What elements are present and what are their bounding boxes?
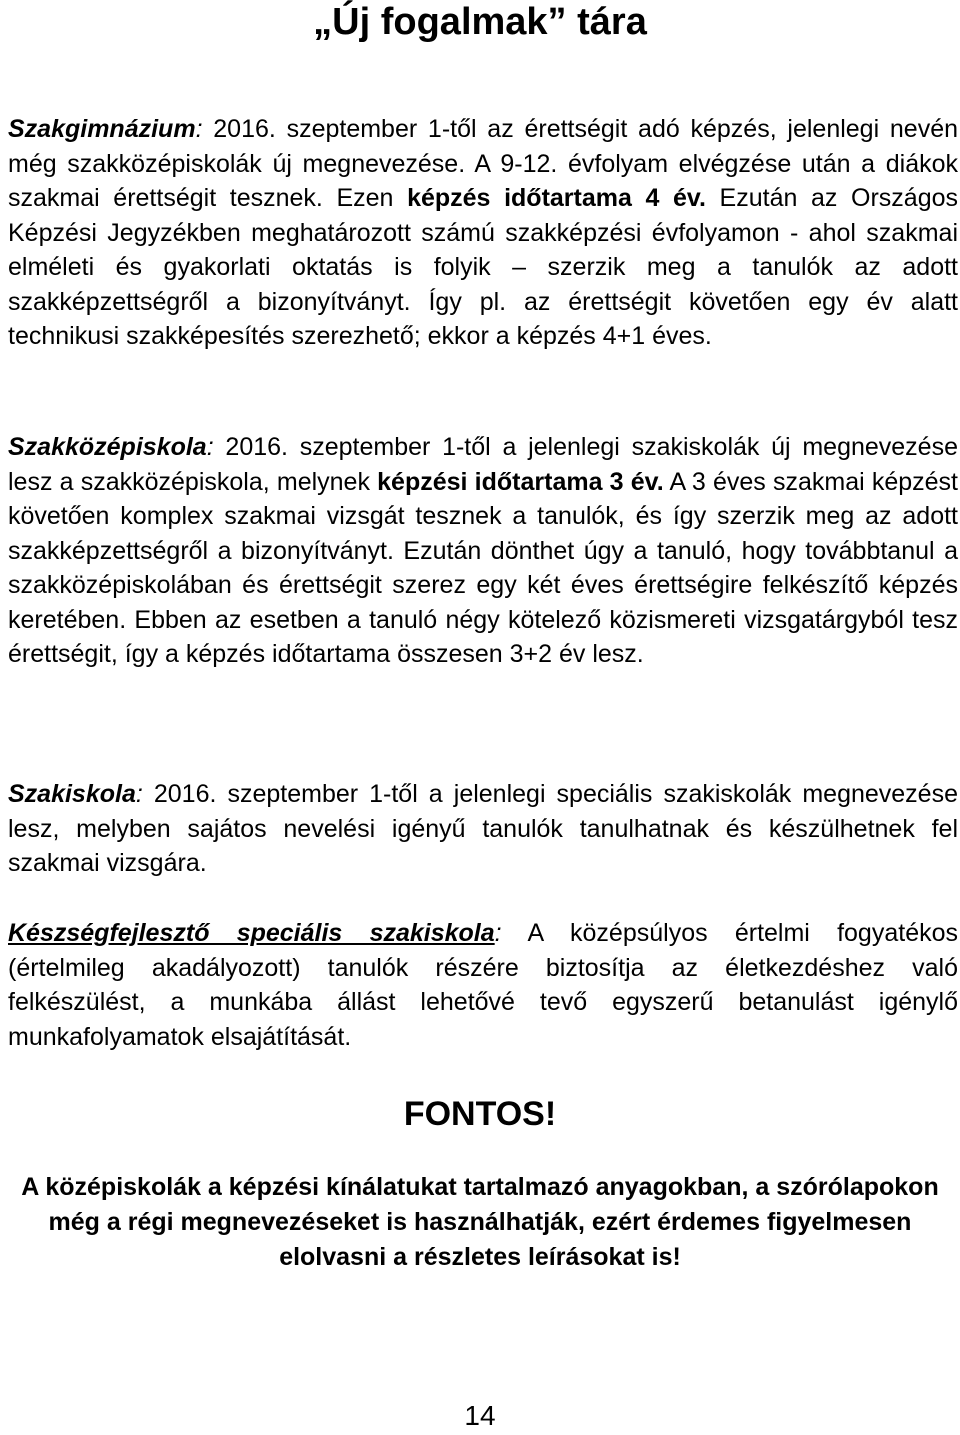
entry-term: Szakiskola [8,780,136,808]
important-heading: FONTOS! [403,1095,557,1133]
entry-text: 2016. szeptember 1-től a jelenlegi speciális szakiskolák megnevezése lesz, melyben sajátos nevelési igényű tanulók tanulhatnak és készülhetnek fel szakmai vizsgára. [8,780,958,877]
entry-text: A középsúlyos értelmi fogyatékos (értelmileg akadályozott) tanulók részére biztosítja az életkezdéshez való felkészülést, a munkába állást lehetővé tevő egyszerű betanulást igénylő munkafolyamatok elsajátítását. [8,919,958,1051]
entry-term-colon: : [206,433,214,461]
entry-text: 2016. szeptember 1-től a jelenlegi szakiskolák új megnevezése lesz a szakközépiskola, melynek [8,433,958,496]
entry-text: 2016. szeptember 1-től az érettségit adó képzés, jelenlegi nevén még szakközépiskolák új megnevezése. A 9-12. évfolyam elvégzése után a diákok szakmai érettségit tesznek. Ezen [8,115,958,212]
entry-highlight: képzési időtartama 3 év. [377,467,664,496]
entry-szakiskola [8,777,958,881]
entry-term: Szakközépiskola [8,433,207,461]
entry-term-colon: : [494,919,502,947]
entry-term: Szakgimnázium [8,115,196,143]
entry-term-colon: : [135,780,143,808]
entry-szakgimnazium [8,112,958,354]
entry-text: Ezután az Országos Képzési Jegyzékben meghatározott számú szakképzési évfolyamon - ahol szakmai elméleti és gyakorlati oktatás is folyik – szerzik meg a tanulók az adott szakképzettségről a bizonyítványt. Így pl. az érettségit követően egy év alatt technikusi szakképesítés szerezhető; ekkor a képzés 4+1 éves. [8,184,959,350]
entry-term-colon: : [195,115,203,143]
entry-term: Készségfejlesztő speciális szakiskola [8,919,495,947]
entry-szakkozepiskola [8,430,958,672]
entry-highlight: képzés időtartama 4 év. [407,184,706,212]
entry-text: A 3 éves szakmai képzést követően komplex szakmai vizsgát tesznek a tanulók, és így szerzik meg az adott szakképzettségről a bizonyítványt. Ezután dönthet úgy a tanuló, hogy továbbtanul a szakközépiskolában és érettségit szerez egy két éves érettségire felkészítő képzés keretében. Ebben az esetben a tanuló négy kötelező közismereti vizsgatárgyból tesz érettségit, így a képzés időtartama összesen 3+2 év lesz. [8,467,959,668]
entry-keszsegfejleszto [8,916,958,1054]
important-notice: A középiskolák a képzési kínálatukat tartalmazó anyagokban, a szórólapokon még a régi megnevezéseket is használhatják, ezért érdemes figyelmesen elolvasni a részletes leírásokat is! [21,1173,939,1271]
page-number: 14 [464,1400,496,1431]
page-title: „Új fogalmak” tára [313,1,647,43]
